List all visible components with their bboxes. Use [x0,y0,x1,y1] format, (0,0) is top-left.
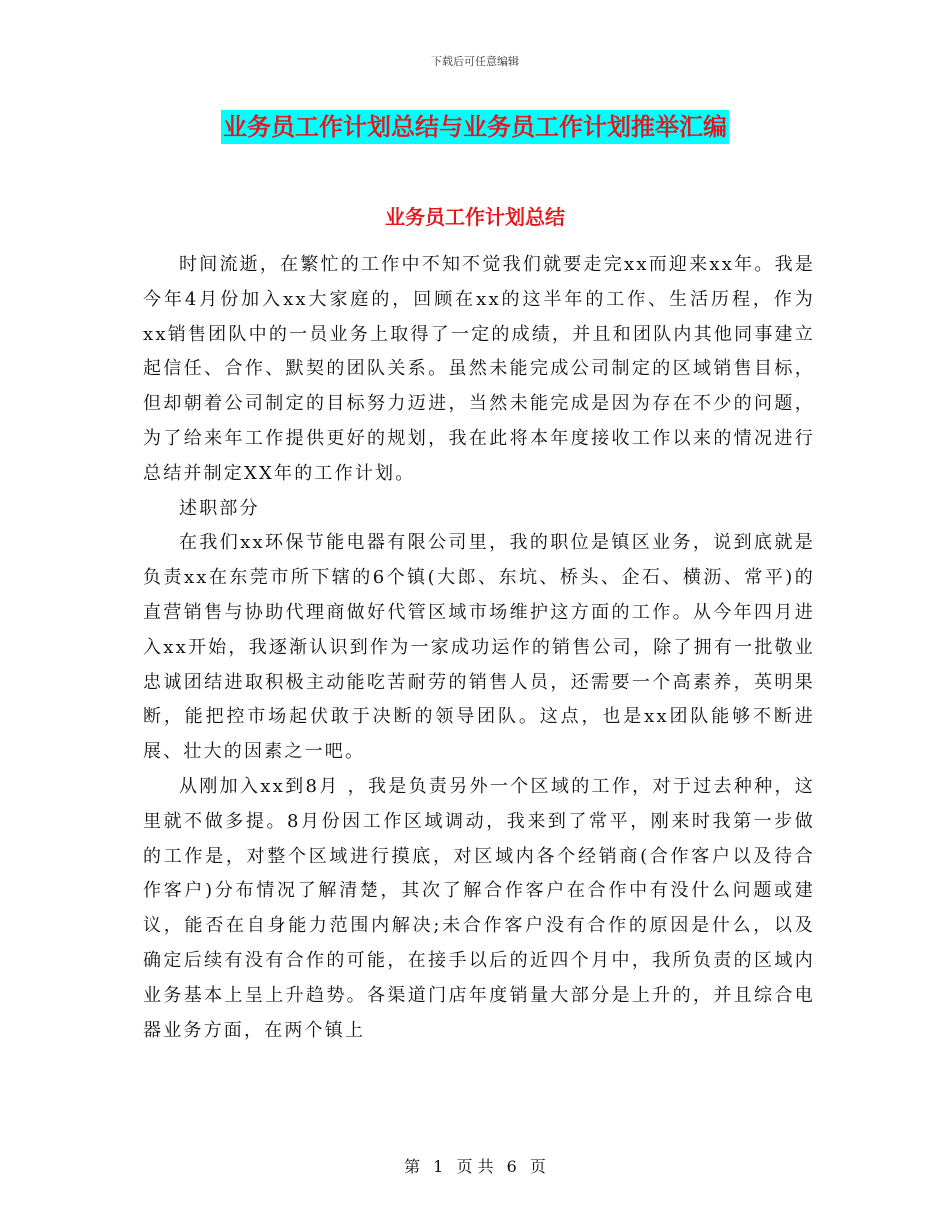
footer-page-number: 1 [433,1157,444,1176]
paragraph-heading-duty: 述职部分 [179,497,260,519]
paragraph-work-review: 从刚加入xx到8月 ，我是负责另外一个区域的工作，对于过去种种，这里就不做多提。8月份因工作区域调动，我来到了常平，刚来时我第一步做的工作是，对整个区域进行摸底，对区域内各个经销商(合作客户以及待合作客户)分布情况了解清楚，其次了解合作客户在合作中有没什么问题或建议，能否在自身能力范围内解决;未合作客户没有合作的原因是什么，以及确定后续有没有合作的可能，在接手以后的近四个月中，我所负责的区域内业务基本上呈上升趋势。各渠道门店年度销量大部分是上升的，并且综合电器业务方面，在两个镇上 [143,775,815,1041]
footer-total-pages: 6 [506,1157,517,1176]
paragraph-intro: 时间流逝，在繁忙的工作中不知不觉我们就要走完xx而迎来xx年。我是今年4月份加入xx大家庭的，回顾在xx的这半年的工作、生活历程，作为xx销售团队中的一员业务上取得了一定的成绩，并且和团队内其他同事建立起信任、合作、默契的团队关系。虽然未能完成公司制定的区域销售目标，但却朝着公司制定的目标努力迈进，当然未能完成是因为存在不少的问题，为了给来年工作提供更好的规划，我在此将本年度接收工作以来的情况进行总结并制定XX年的工作计划。 [143,254,815,484]
footer-prefix: 第 [404,1157,421,1176]
paragraph-position: 在我们xx环保节能电器有限公司里，我的职位是镇区业务，说到底就是负责xx在东莞市所下辖的6个镇(大郎、东坑、桥头、企石、横沥、常平)的直营销售与协助代理商做好代管区域市场维护这方面的工作。从今年四月进入xx开始，我逐渐认识到作为一家成功运作的销售公司，除了拥有一批敬业忠诚团结进取积极主动能吃苦耐劳的销售人员，还需要一个高素养，英明果断，能把控市场起伏敢于决断的领导团队。这点，也是xx团队能够不断进展、壮大的因素之一吧。 [143,532,815,763]
document-body [143,248,815,1048]
main-title-container [0,110,950,144]
document-title: 业务员工作计划总结与业务员工作计划推举汇编 [221,110,729,144]
page-header-note: 下载后可任意编辑 [431,55,519,68]
section-title: 业务员工作计划总结 [385,205,565,229]
footer-middle: 页 共 [456,1157,494,1176]
page-footer [0,1154,950,1177]
footer-suffix: 页 [529,1157,546,1176]
